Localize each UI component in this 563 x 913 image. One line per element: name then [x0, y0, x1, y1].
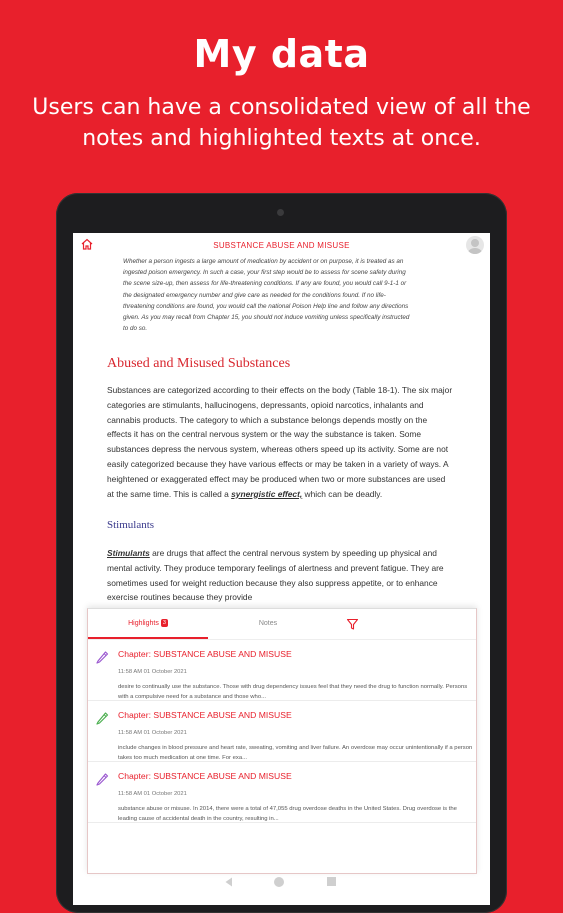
subline: Users can have a consolidated view of all the notes and highlighted texts at once.	[32, 95, 531, 151]
tab-notes[interactable]: Notes	[258, 620, 278, 627]
tab-bar	[88, 609, 476, 640]
tablet-frame	[56, 193, 507, 913]
app-header	[73, 233, 490, 255]
section-title: Abused and Misused Substances	[107, 356, 291, 371]
highlight-entry[interactable]	[88, 701, 476, 762]
paragraph-text: which can be deadly.	[302, 488, 383, 499]
entry-timestamp: 11:58 AM 01 October 2021	[118, 791, 187, 797]
tab-label: Highlights	[128, 620, 159, 627]
entry-text: substance abuse or misuse. In 2014, there were a total of 47,055 drug overdose deaths in the United States. Drug overdose is the leading cause of accidental death in the country, resulting in...	[118, 806, 457, 822]
entry-text: include changes in blood pressure and heart rate, sweating, vomiting and liver failure. An overdose may occur unintentionally if a person takes too much medication at one time. For exa...	[118, 745, 473, 761]
subsection-title: Stimulants	[107, 519, 155, 531]
camera-dot	[277, 209, 284, 216]
body-paragraph	[107, 383, 453, 501]
tab-highlights[interactable]	[88, 609, 208, 639]
highlight-entry[interactable]	[88, 762, 476, 823]
android-nav-bar	[73, 869, 490, 899]
paragraph-text: are drugs that affect the central nervous system by speeding up physical and mental activity. They produce temporary feelings of alertness and prevent fatigue. They are sometimes used for weight reduction because they also suppress appetite, or to enhance exercise routines because they provide	[107, 548, 444, 603]
my-data-panel	[87, 608, 477, 874]
highlighter-icon	[95, 711, 109, 725]
intro-paragraph: Whether a person ingests a large amount of medication by accident or on purpose, it is treated as an ingested poison emergency. In such a case, your first step would be to assess for scene safety during the scene size-up, then assess for life-threatening conditions. If any are found, you would call 9-1-1 or the designated emergency number and give care as needed for the conditions found. If no life-threatening conditions are found, you would call the national Poison Help line and follow any directions given. As you may recall from Chapter 15, you should not induce vomiting unless specifically instructed to do so.	[123, 258, 410, 333]
highlighter-icon	[95, 772, 109, 786]
entry-timestamp: 11:58 AM 01 October 2021	[118, 730, 187, 736]
count-badge: 3	[162, 620, 166, 627]
chapter-title: SUBSTANCE ABUSE AND MISUSE	[213, 241, 350, 250]
app-screen	[73, 233, 490, 905]
highlight-entry[interactable]	[88, 640, 476, 701]
highlighter-icon	[95, 650, 109, 664]
paragraph-text: Substances are categorized according to their effects on the body (Table 18-1). The six major categories are stimulants, hallucinogens, depressants, opioid narcotics, inhalants and cannabis products. The category to which a substance belongs depends mostly on the effects it has on the central nervous system or the way the substance is taken. Some substances depress the nervous system, whereas others speed up its activity. Some are not easily categorized because they have various effects or may be taken in a variety of ways. A heightened or exaggerated effect may be produced when two or more substances are used at the same time. This is called a	[107, 385, 453, 499]
glossary-term-link[interactable]: synergistic effect,	[231, 488, 303, 499]
glossary-term-link[interactable]: Stimulants	[107, 548, 150, 558]
avatar[interactable]	[466, 236, 484, 254]
entry-chapter: Chapter: SUBSTANCE ABUSE AND MISUSE	[118, 710, 292, 720]
filter-icon[interactable]	[346, 618, 359, 631]
headline: My data	[193, 32, 370, 76]
home-button-icon[interactable]	[274, 877, 284, 887]
body-paragraph	[107, 546, 453, 605]
entry-text: desire to continually use the substance. Those with drug dependency issues feel that they need the drug to function normally. Persons with a compulsive need for a substance and those who...	[118, 684, 468, 700]
entry-chapter: Chapter: SUBSTANCE ABUSE AND MISUSE	[118, 649, 292, 659]
entry-chapter: Chapter: SUBSTANCE ABUSE AND MISUSE	[118, 771, 292, 781]
recents-icon[interactable]	[327, 877, 336, 886]
entry-timestamp: 11:58 AM 01 October 2021	[118, 669, 187, 675]
back-icon[interactable]	[223, 876, 235, 888]
